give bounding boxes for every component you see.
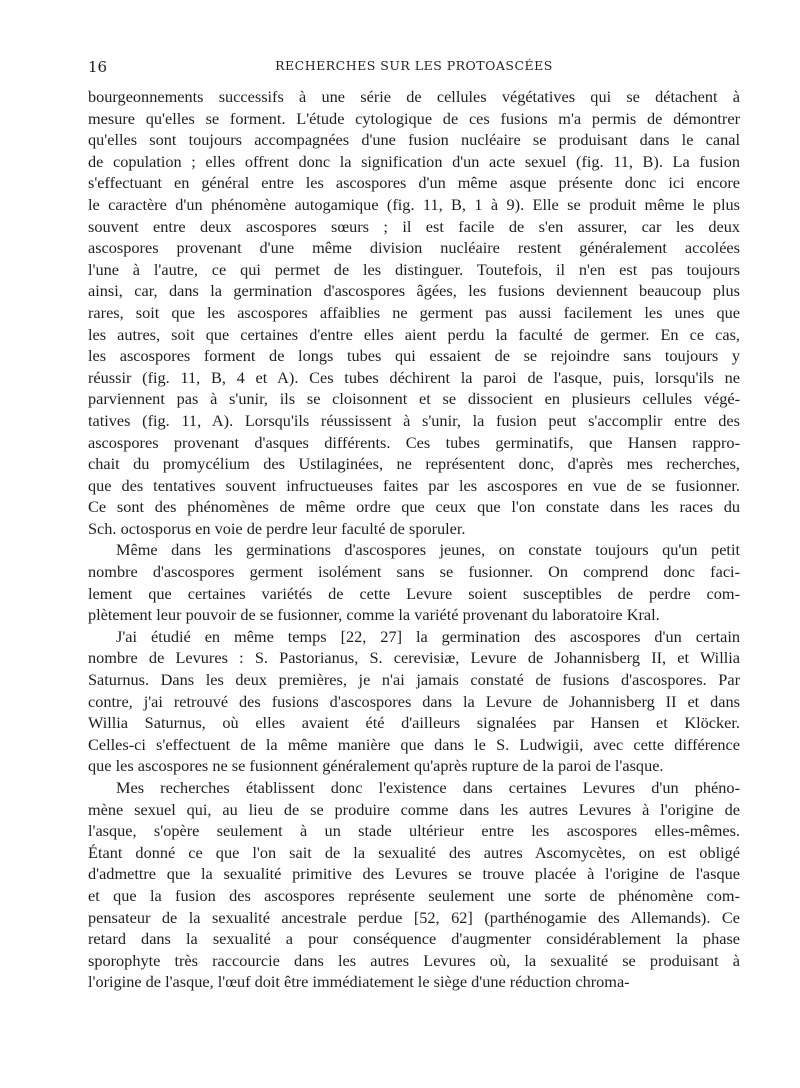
body-text (88, 86, 740, 993)
text-line: mesure qu'elles se forment. L'étude cytologique de ces fusions m'a permis de démontrer (88, 108, 740, 128)
text-line: de copulation ; elles offrent donc la signification d'un acte sexuel (fig. 11, B). La fusion (88, 151, 740, 171)
paragraph (88, 86, 740, 539)
page-header (88, 58, 740, 80)
text-line: ainsi, car, dans la germination d'ascospores âgées, les fusions deviennent beaucoup plus (88, 281, 740, 301)
text-line: retard dans la sexualité a pour conséquence d'augmenter considérablement la phase (88, 929, 740, 949)
paragraph (88, 539, 740, 625)
text-line: rares, soit que les ascospores affaiblies ne germent pas aussi facilement les unes que (88, 302, 740, 322)
text-line: J'ai étudié en même temps [22, 27] la germination des ascospores d'un certain (116, 626, 740, 646)
text-line: plètement leur pouvoir de se fusionner, comme la variété provenant du laboratoire Kral. (88, 605, 660, 625)
text-line: chait du promycélium des Ustilaginées, ne représentent donc, d'après mes recherches, (88, 454, 740, 474)
text-line: ascospores provenant d'une même division nucléaire restent généralement accolées (88, 238, 740, 258)
text-line: tatives (fig. 11, A). Lorsqu'ils réussissent à s'unir, la fusion peut s'accomplir entre des (88, 410, 740, 430)
text-line: nombre d'ascospores germent isolément sans se fusionner. On comprend donc faci- (88, 562, 740, 582)
page-number: 16 (88, 58, 108, 76)
text-line: l'origine de l'asque, l'œuf doit être immédiatement le siège d'une réduction chroma- (88, 972, 630, 992)
text-line: réussir (fig. 11, B, 4 et A). Ces tubes déchirent la paroi de l'asque, puis, lorsqu'ils ne (88, 367, 740, 387)
text-line: l'asque, s'opère seulement à un stade ultérieur entre les ascospores elles-mêmes. (88, 821, 740, 841)
text-line: Sch. octosporus en voie de perdre leur faculté de sporuler. (88, 518, 466, 538)
text-line: sporophyte très raccourcie dans les autres Levures où, la sexualité se produisant à (88, 950, 740, 970)
text-line: souvent entre deux ascospores sœurs ; il est facile de s'en assurer, car les deux (88, 216, 740, 236)
text-line: Ce sont des phénomènes de même ordre que ceux que l'on constate dans les races du (88, 497, 740, 517)
text-line: parviennent pas à s'unir, ils se cloisonnent et se dissocient en plusieurs cellules végé- (88, 389, 740, 409)
text-line: le caractère d'un phénomène autogamique (fig. 11, B, 1 à 9). Elle se produit même le plus (88, 194, 740, 214)
text-line: et que la fusion des ascospores représente seulement une sorte de phénomène com- (88, 885, 740, 905)
text-line: Mes recherches établissent donc l'existence dans certaines Levures d'un phéno- (116, 778, 740, 797)
text-line: les ascospores forment de longs tubes qui essaient de se rejoindre sans toujours y (88, 346, 740, 366)
text-line: Saturnus. Dans les deux premières, je n'ai jamais constaté de fusions d'ascospores. Par (88, 670, 740, 690)
text-line: Celles-ci s'effectuent de la même manière que dans le S. Ludwigii, avec cette différence (88, 734, 740, 754)
text-line: Étant donné ce que l'on sait de la sexualité des autres Ascomycètes, on est obligé (88, 842, 740, 862)
text-line: mène sexuel qui, au lieu de se produire comme dans les autres Levures à l'origine de (88, 799, 740, 819)
text-line: nombre de Levures : S. Pastorianus, S. cerevisiæ, Levure de Johannisberg II, et Willia (88, 648, 740, 668)
text-line: s'effectuant en général entre les ascospores d'un même asque présente donc ici encore (88, 173, 740, 193)
text-line: les autres, soit que certaines d'entre elles aient perdu la faculté de germer. En ce cas, (88, 324, 740, 344)
paragraph (88, 626, 740, 777)
text-line: qu'elles sont toujours accompagnées d'une fusion nucléaire se produisant dans le canal (88, 130, 740, 150)
text-line: Willia Saturnus, où elles avaient été d'ailleurs signalées par Hansen et Klöcker. (88, 713, 740, 733)
text-line: d'admettre que la sexualité primitive des Levures se trouve placée à l'origine de l'asque (88, 864, 740, 884)
text-line: l'une à l'autre, ce qui permet de les distinguer. Toutefois, il n'en est pas toujours (88, 259, 740, 279)
text-line: que des tentatives souvent infructueuses faites par les ascospores en vue de se fusionner. (88, 475, 740, 495)
text-line: bourgeonnements successifs à une série de cellules végétatives qui se détachent à (88, 87, 740, 106)
text-line: contre, j'ai retrouvé des fusions d'ascospores dans la Levure de Johannisberg II et dans (88, 691, 740, 711)
text-line: que les ascospores ne se fusionnent généralement qu'après rupture de la paroi de l'asque. (88, 756, 664, 776)
text-line: Même dans les germinations d'ascospores jeunes, on constate toujours qu'un petit (116, 540, 740, 560)
text-line: ascospores provenant d'asques différents. Ces tubes germinatifs, que Hansen rappro- (88, 432, 740, 452)
text-line: pensateur de la sexualité ancestrale perdue [52, 62] (parthénogamie des Allemands). Ce (88, 907, 740, 927)
text-line: lement que certaines variétés de cette Levure soient susceptibles de perdre com- (88, 583, 740, 603)
running-title: RECHERCHES SUR LES PROTOASCÉES (275, 58, 553, 73)
paragraph (88, 777, 740, 993)
